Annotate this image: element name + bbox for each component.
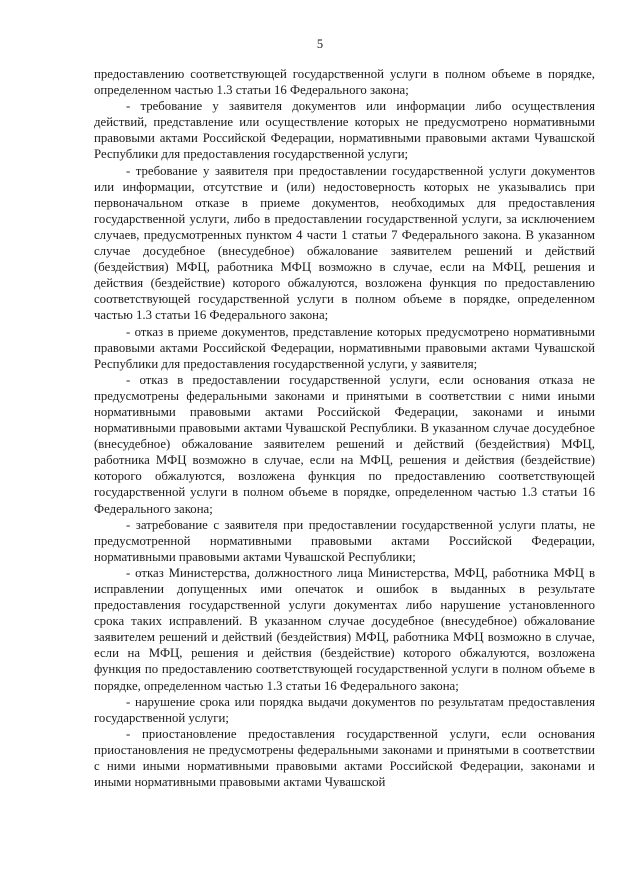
document-body <box>94 66 595 790</box>
list-item-refusal-of-service: - отказ в предоставлении государственной услуги, если основания отказа не предусмотрены федеральными законами и принятыми в соответствии с ними иными нормативными правовыми актами Российской Федерации, законами и иными нормативными правовыми актами Чувашской Республики. В указанном случае досудебное (внесудебное) обжалование заявителем решений и действий (бездействия) МФЦ, работника МФЦ возможно в случае, если на МФЦ, решения и действия (бездействие) которого обжалуются, возложена функция по предоставлению соответствующей государственной услуги в полном объеме в порядке, определенном частью 1.3 статьи 16 Федерального закона; <box>94 372 595 516</box>
list-item-fee-demand: - затребование с заявителя при предоставлении государственной услуги платы, не предусмотренной нормативными правовыми актами Российской Федерации, нормативными правовыми актами Чувашской Республики; <box>94 517 595 564</box>
page-number: 5 <box>316 37 324 51</box>
list-item-suspension: - приостановление предоставления государственной услуги, если основания приостановления не предусмотрены федеральными законами и принятыми в соответствии с ними иными нормативными правовыми актами Российской Федерации, законами и иными нормативными правовыми актами Чувашской <box>94 726 595 790</box>
paragraph-continuation: предоставлению соответствующей государственной услуги в полном объеме в порядке, определенном частью 1.3 статьи 16 Федерального закона; <box>94 67 595 98</box>
list-item-refusal-to-accept: - отказ в приеме документов, представление которых предусмотрено нормативными правовыми актами Российской Федерации, нормативными правовыми актами Чувашской Республики для предоставления государственной услуги, у заявителя; <box>94 324 595 371</box>
list-item-correction-refusal: - отказ Министерства, должностного лица Министерства, МФЦ, работника МФЦ в исправлении допущенных ими опечаток и ошибок в выданных в результате предоставления государственной услуги документах либо нарушение установленного срока таких исправлений. В указанном случае досудебное (внесудебное) обжалование заявителем решений и действий (бездействия) МФЦ, работника МФЦ возможно в случае, если на МФЦ, решения и действия (бездействие) которого обжалуются, возложена функция по предоставлению соответствующей государственной услуги в полном объеме в порядке, определенном частью 1.3 статьи 16 Федерального закона; <box>94 565 595 693</box>
list-item-unreported-documents: - требование у заявителя при предоставлении государственной услуги документов или информации, отсутствие и (или) недостоверность которых не указывались при первоначальном отказе в приеме документов, необходимых для предоставления государственной услуги, либо в предоставлении государственной услуги, за исключением случаев, предусмотренных пунктом 4 части 1 статьи 7 Федерального закона. В указанном случае досудебное (внесудебное) обжалование заявителем решений и действий (бездействия) МФЦ, работника МФЦ возможно в случае, если на МФЦ, решения и действия (бездействие) которого обжалуются, возложена функция по предоставлению соответствующей государственной услуги в полном объеме в порядке, определенном частью 1.3 статьи 16 Федерального закона; <box>94 163 595 323</box>
list-item-document-requirement: - требование у заявителя документов или информации либо осуществления действий, представление или осуществление которых не предусмотрено нормативными правовыми актами Российской Федерации, нормативными правовыми актами Чувашской Республики для предоставления государственной услуги; <box>94 99 595 162</box>
list-item-delivery-violation: - нарушение срока или порядка выдачи документов по результатам предоставления государственной услуги; <box>94 694 595 725</box>
